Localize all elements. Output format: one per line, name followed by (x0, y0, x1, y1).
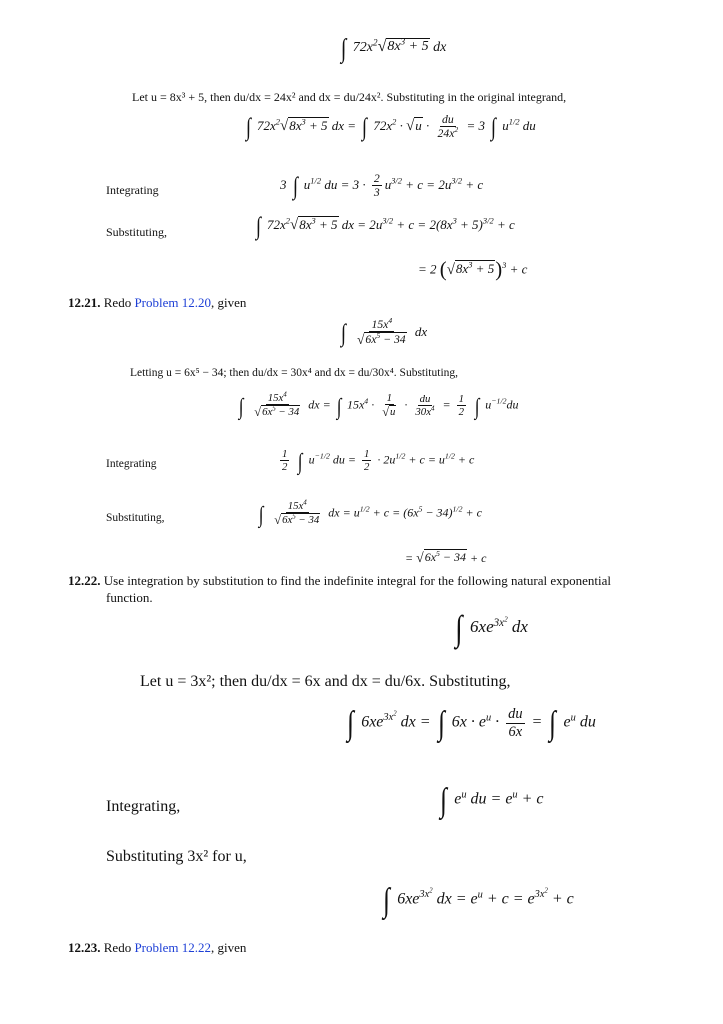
p21-header (68, 295, 246, 311)
p23-number: 12.23. (68, 940, 101, 955)
p23-header (68, 940, 246, 956)
p21-substitution-equation: ∫ $15x^4$ √ $6x^5 - 34$ dx = ∫ $15x^4$ · 1 √ u · $\frac{du}{30x^4}$ = $\frac{1}{2}$ ∫ $u^{-1/2}du$ (238, 390, 519, 420)
p21-number: 12.21. (68, 295, 101, 310)
p22-text-line2: function. (106, 590, 153, 605)
p20-let-line: Let u = 8x³ + 5, then du/dx = 24x² and dx = du/24x². Substituting in the original integrand, (132, 90, 567, 104)
p22-integrating-equation: ∫ $e^u$ du = $e^u + c$ (440, 782, 544, 819)
p22-let-line: Let u = 3x²; then du/dx = 6x and dx = du/6x. Substituting, (140, 673, 511, 690)
p22-substituting-equation: ∫ $6xe^{3x^2}$ dx = $e^u + c = e^{3x^2} + c$ (383, 882, 574, 919)
p21-given-integral: ∫ $15x^4$ √ $6x^5 - 34$ dx (340, 316, 428, 348)
p23-problem-link[interactable]: Problem 12.22 (134, 940, 212, 955)
p21-integrating-label: Integrating (106, 458, 157, 470)
p21-let-line: Letting u = 6x⁵ − 34; then du/dx = 30x⁴ and dx = du/30x⁴. Substituting, (130, 367, 459, 379)
p20-substituting-label: Substituting, (106, 225, 168, 239)
p20-substituting-equation: ∫ $72x^2$ √ $8x^3 + 5$ dx = $2u^{3/2} + c = 2(8x^3 + 5)^{3/2} + c$ (255, 213, 515, 241)
p22-text-line1: Use integration by substitution to find the indefinite integral for the following natural exponential (103, 573, 611, 588)
p20-given-integral: ∫ $72x^2$ √ $8x^3 + 5$ dx (340, 33, 447, 63)
p20-integrating-equation: 3 ∫ $u^{1/2}$ du = 3 · $\frac{2}{3}$ $u^{3/2} + c = 2u^{3/2} + c$ (280, 172, 484, 201)
p21-substituting-equation: ∫ $15x^4$ √ $6x^5 - 34$ dx = $u^{1/2} + c = (6x^5 - 34)^{1/2} + c$ (258, 498, 482, 528)
p22-integrating-label: Integrating, (106, 798, 181, 815)
p20-integrating-label: Integrating (106, 183, 159, 197)
p23-after: , given (211, 940, 247, 955)
p21-problem-link[interactable]: Problem 12.20 (134, 295, 212, 310)
p23-text: Redo (103, 940, 132, 955)
p21-substituting-label: Substituting, (106, 512, 165, 524)
p22-number: 12.22. (68, 573, 101, 588)
p22-given-integral: ∫ $6xe^{3x^2}$ dx (455, 608, 528, 648)
p20-final-result: = 2 ( √ $8x^3 + 5$ )$^3$ + c (418, 258, 528, 281)
p20-substitution-equation: ∫ $72x^2$ √ $8x^3 + 5$ dx = ∫ $72x^2$ · √ u · $\frac{du}{24x^2}$ = 3 ∫ $u^{1/2}$ du (245, 113, 536, 142)
p21-final-result: = √ $6x^5 - 34$ + c (405, 549, 487, 566)
p21-text: Redo (103, 295, 132, 310)
p21-integrating-equation: $\frac{1}{2}$ ∫ $u^{-1/2}$ du = $\frac{1}{2}$ · $2u^{1/2} + c = u^{1/2} + c$ (282, 448, 475, 474)
p22-header (68, 573, 611, 589)
p21-after: , given (211, 295, 247, 310)
p22-substitution-equation: ∫ $6xe^{3x^2}$ dx = ∫ $6x \cdot e^u$ · $\frac{du}{6x}$ = ∫ $e^u$ du (347, 705, 596, 743)
p22-substituting-label: Substituting 3x² for u, (106, 848, 247, 865)
